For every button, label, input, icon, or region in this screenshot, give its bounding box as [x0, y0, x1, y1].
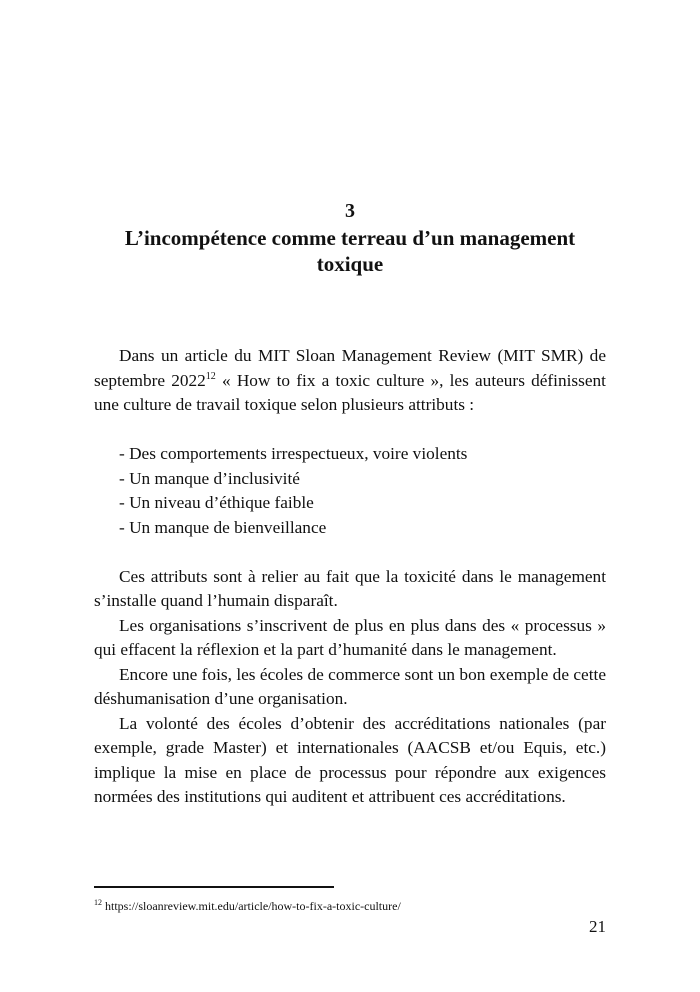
- intro-paragraph: [94, 344, 606, 418]
- paragraph: Les organisations s’inscrivent de plus en plus dans des « processus » qui effacent la réflexion et la part d’humanité dans le management.: [94, 615, 606, 659]
- list-item: - Des comportements irrespectueux, voire violents: [119, 444, 468, 463]
- footnote-number: 12: [94, 898, 102, 907]
- intro-text-after-ref: « How to fix a toxic culture », les auteurs définissent une culture de travail toxique selon plusieurs attributs :: [94, 370, 606, 414]
- paragraph: La volonté des écoles d’obtenir des accréditations nationales (par exemple, grade Master) et internationales (AACSB et/ou Equis, etc.) implique la mise en place de processus pour répondre aux exigences normées des institutions qui auditent et attribuent ces accréditations.: [94, 713, 606, 806]
- list-item: - Un manque de bienveillance: [119, 517, 327, 537]
- intro-text-before-ref: Dans un article du MIT Sloan Management Review (MIT SMR) de septembre 2022: [94, 346, 606, 390]
- footnote-reference: 12: [205, 370, 216, 382]
- footnote: [94, 898, 401, 914]
- list-item: - Un manque d’inclusivité: [119, 468, 300, 488]
- chapter-title: L’incompétence comme terreau d’un management toxique: [124, 226, 576, 276]
- footnote-divider: [94, 886, 334, 888]
- chapter-number: 3: [345, 200, 355, 222]
- paragraph: Ces attributs sont à relier au fait que la toxicité dans le management s’installe quand l’humain disparaît.: [94, 566, 606, 610]
- footnote-link[interactable]: https://sloanreview.mit.edu/article/how-to-fix-a-toxic-culture/: [102, 899, 401, 913]
- paragraph: Encore une fois, les écoles de commerce sont un bon exemple de cette déshumanisation d’une organisation.: [94, 664, 606, 708]
- page-number: 21: [589, 917, 606, 936]
- list-item: - Un niveau d’éthique faible: [119, 493, 314, 512]
- attribute-list: [94, 442, 606, 540]
- body-text: [94, 344, 606, 810]
